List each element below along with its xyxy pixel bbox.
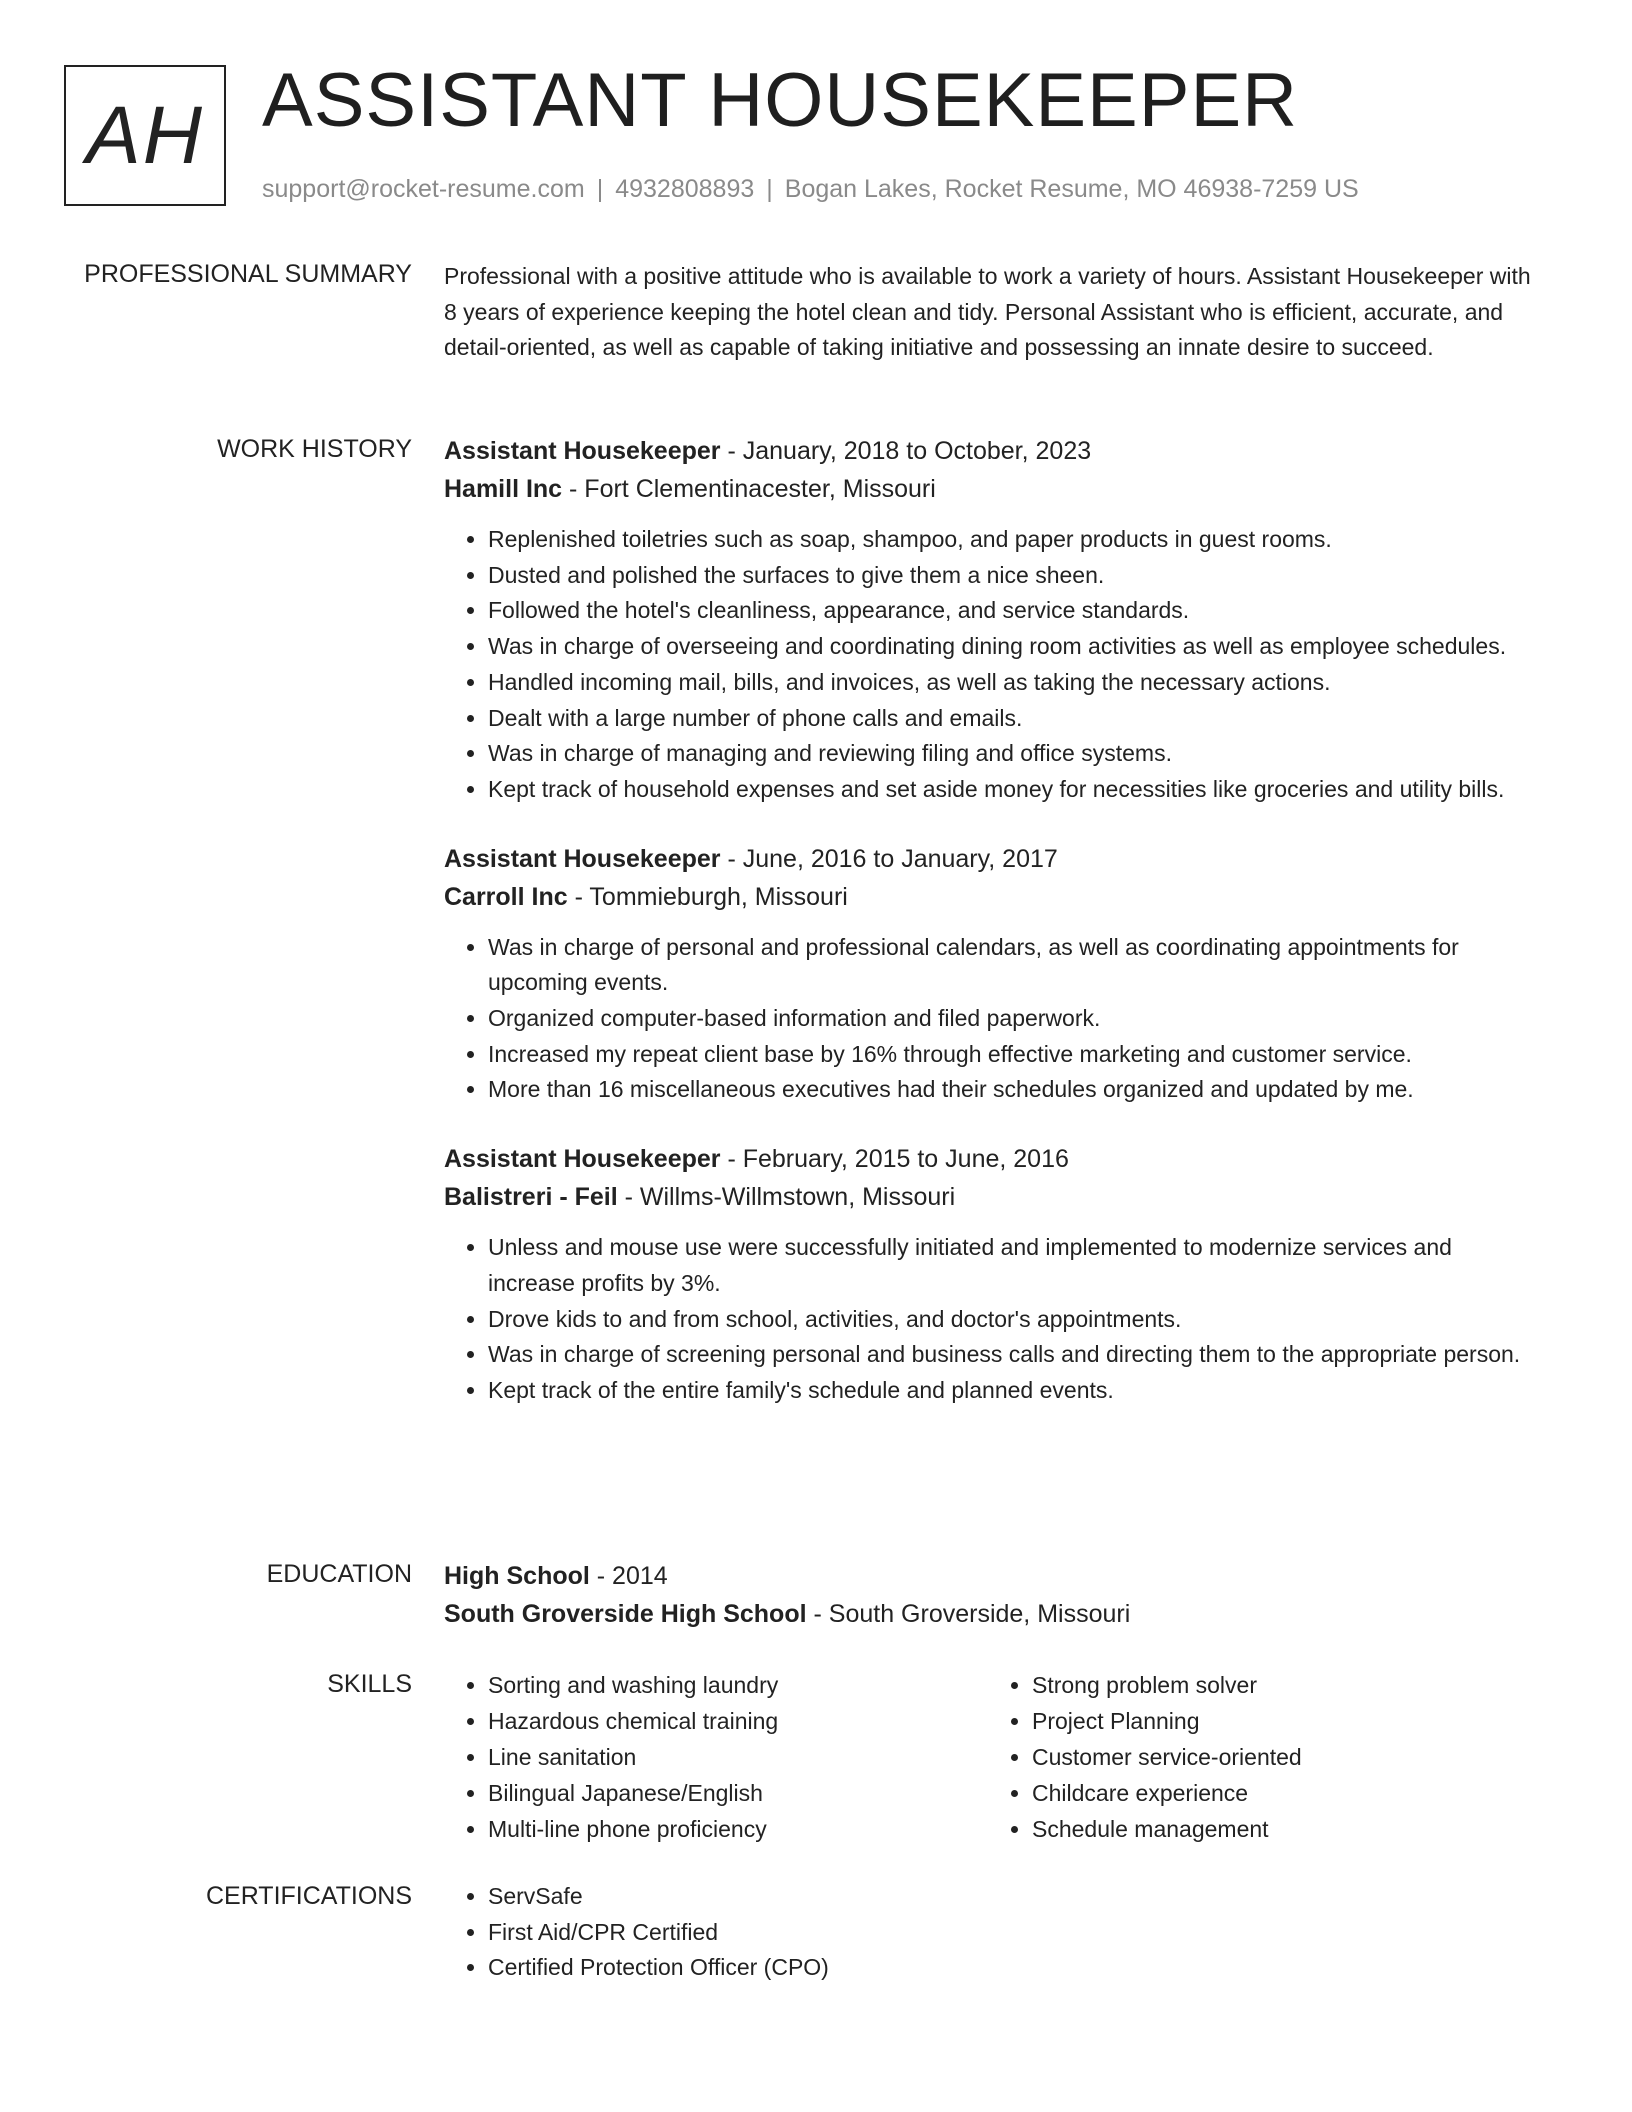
separator: |: [766, 175, 773, 203]
list-item: • More than 16 miscellaneous executives had their schedules organized and updated by me.: [488, 1072, 1534, 1108]
list-item: • Increased my repeat client base by 16% through effective marketing and customer service.: [488, 1037, 1534, 1073]
list-item: • Was in charge of screening personal and business calls and directing them to the appropriate person.: [488, 1337, 1534, 1373]
job-location: - Fort Clementinacester, Missouri: [562, 475, 936, 503]
skill-item: • Hazardous chemical training: [488, 1703, 988, 1739]
job-title-line: [444, 840, 1534, 878]
skill-item: • Multi-line phone proficiency: [488, 1811, 988, 1847]
job-company-line: [444, 470, 1534, 508]
certification-item: • First Aid/CPR Certified: [488, 1915, 1534, 1951]
job-location: - Willms-Willmstown, Missouri: [617, 1183, 956, 1212]
list-item: • Was in charge of overseeing and coordinating dining room activities as well as employee schedules.: [488, 629, 1534, 665]
job-company: Carroll Inc: [444, 882, 568, 911]
degree-line: [444, 1557, 1534, 1595]
skills-grid: [444, 1667, 1534, 1847]
job-company: Hamill Inc: [444, 475, 563, 503]
section-label-certifications: CERTIFICATIONS: [205, 1882, 412, 1910]
job-title: Assistant Housekeeper: [444, 1145, 721, 1174]
monogram: AH: [64, 65, 226, 206]
skill-item: • Bilingual Japanese/English: [488, 1775, 988, 1811]
certification-list: [444, 1879, 1534, 1986]
list-item: • Replenished toiletries such as soap, shampoo, and paper products in guest rooms.: [488, 522, 1534, 558]
job-bullets: [444, 930, 1534, 1109]
school-name: South Groverside High School: [444, 1600, 807, 1628]
job-company-line: [444, 1178, 1534, 1216]
section-label-work: WORK HISTORY: [217, 435, 412, 463]
list-item: • Followed the hotel's cleanliness, appearance, and service standards.: [488, 593, 1534, 629]
list-item: • Dealt with a large number of phone calls and emails.: [488, 701, 1534, 737]
job-title-line: [444, 432, 1534, 470]
job-dates: - June, 2016 to January, 2017: [720, 844, 1058, 873]
school-location: - South Groverside, Missouri: [806, 1600, 1131, 1628]
job-bullets: [444, 522, 1534, 808]
skill-item: • Childcare experience: [1032, 1775, 1532, 1811]
job-location: - Tommieburgh, Missouri: [567, 882, 848, 911]
job-entry: [444, 432, 1534, 808]
job-title: Assistant Housekeeper: [444, 844, 721, 873]
job-entry: [444, 840, 1534, 1109]
list-item: • Handled incoming mail, bills, and invoices, as well as taking the necessary actions.: [488, 665, 1534, 701]
separator: |: [596, 175, 604, 203]
section-label-summary: PROFESSIONAL SUMMARY: [84, 260, 412, 288]
list-item: • Kept track of household expenses and set aside money for necessities like groceries and utility bills.: [488, 772, 1534, 808]
section-label-skills: SKILLS: [327, 1670, 412, 1698]
skill-item: • Strong problem solver: [1032, 1667, 1532, 1703]
list-item: • Dusted and polished the surfaces to give them a nice sheen.: [488, 558, 1534, 594]
job-entry: [444, 1140, 1534, 1409]
job-dates: - January, 2018 to October, 2023: [720, 437, 1092, 465]
list-item: • Drove kids to and from school, activities, and doctor's appointments.: [488, 1302, 1534, 1338]
job-list: [444, 432, 1534, 1409]
section-label-education: EDUCATION: [266, 1560, 412, 1588]
certification-item: • ServSafe: [488, 1879, 1534, 1915]
job-company-line: [444, 878, 1534, 916]
job-company: Balistreri - Feil: [444, 1183, 618, 1212]
address: Bogan Lakes, Rocket Resume, MO 46938-7259 US: [784, 175, 1359, 203]
degree: High School: [444, 1562, 590, 1590]
school-line: [444, 1595, 1534, 1633]
job-dates: - February, 2015 to June, 2016: [720, 1145, 1069, 1174]
skill-item: • Customer service-oriented: [1032, 1739, 1532, 1775]
resume-name: ASSISTANT HOUSEKEEPER: [262, 58, 1299, 143]
skill-item: • Sorting and washing laundry: [488, 1667, 988, 1703]
certification-item: • Certified Protection Officer (CPO): [488, 1950, 1534, 1986]
skills-column-right: [988, 1667, 1532, 1847]
job-title: Assistant Housekeeper: [444, 437, 721, 465]
skill-item: • Project Planning: [1032, 1703, 1532, 1739]
list-item: • Organized computer-based information and filed paperwork.: [488, 1001, 1534, 1037]
list-item: • Kept track of the entire family's schedule and planned events.: [488, 1373, 1534, 1409]
skills-column-left: [444, 1667, 988, 1847]
summary-text: Professional with a positive attitude who is available to work a variety of hours. Assistant Housekeeper with 8 years of experience keeping the hotel clean and tidy. Personal Assistant who is efficient, accurate, and detail-oriented, as well as capable of taking initiative and possessing an innate desire to succeed.: [444, 263, 1531, 361]
job-bullets: [444, 1230, 1534, 1409]
phone-number: 4932808893: [615, 175, 755, 203]
list-item: • Was in charge of personal and professional calendars, as well as coordinating appointments for upcoming events.: [488, 930, 1534, 1001]
graduation-year: - 2014: [589, 1562, 668, 1590]
list-item: • Was in charge of managing and reviewing filing and office systems.: [488, 736, 1534, 772]
skill-item: • Schedule management: [1032, 1811, 1532, 1847]
list-item: • Unless and mouse use were successfully initiated and implemented to modernize services and increase profits by 3%.: [488, 1230, 1534, 1301]
email-link[interactable]: support@rocket-resume.com: [262, 175, 585, 203]
skill-item: • Line sanitation: [488, 1739, 988, 1775]
job-title-line: [444, 1140, 1534, 1178]
contact-line: [262, 174, 1359, 204]
